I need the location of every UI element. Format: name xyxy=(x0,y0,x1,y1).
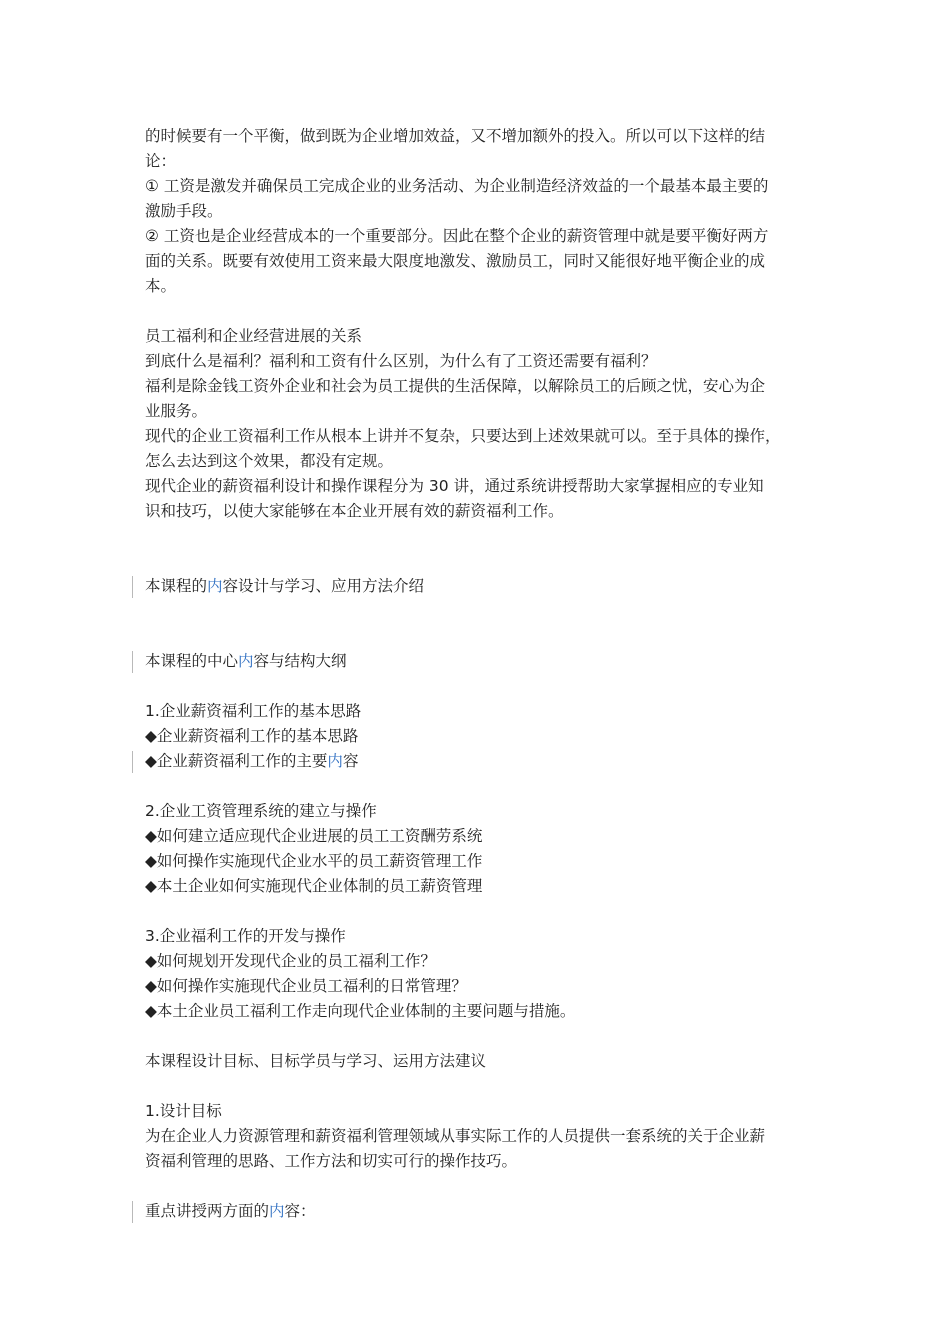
text-line: ② 工资也是企业经营成本的一个重要部分。因此在整个企业的薪资管理中就是要平衡好两方 xyxy=(145,227,769,245)
change-marker xyxy=(132,576,133,598)
welfare-heading: 员工福利和企业经营进展的关系 xyxy=(145,327,363,345)
design-heading: 本课程设计目标、目标学员与学习、运用方法建议 xyxy=(145,1052,487,1070)
text-line: ① 工资是激发并确保员工完成企业的业务活动、为企业制造经济效益的一个最基本最主要的 xyxy=(145,177,769,195)
outline-item: ◆如何操作实施现代企业水平的员工薪资管理工作 xyxy=(145,852,483,870)
outline-group-title: 3.企业福利工作的开发与操作 xyxy=(145,927,346,945)
outline-item: ◆本土企业员工福利工作走向现代企业体制的主要问题与措施。 xyxy=(145,1002,576,1020)
outline-item: ◆如何规划开发现代企业的员工福利工作？ xyxy=(145,952,436,970)
highlighted-char: 内 xyxy=(327,752,343,770)
change-marker xyxy=(132,651,133,673)
outline-item: ◆本土企业如何实施现代企业体制的员工薪资管理 xyxy=(145,877,483,895)
text-line: 现代的企业工资福利工作从根本上讲并不复杂，只要达到上述效果就可以。至于具体的操作， xyxy=(145,427,781,445)
outline-group-title: 2.企业工资管理系统的建立与操作 xyxy=(145,802,377,820)
outline-item: ◆企业薪资福利工作的主要内容 xyxy=(145,749,835,774)
text-line: 的时候要有一个平衡，做到既为企业增加效益，又不增加额外的投入。所以可以下这样的结 xyxy=(145,127,766,145)
text-line: 怎么去达到这个效果，都没有定规。 xyxy=(145,452,394,470)
section-heading-outline: 本课程的中心内容与结构大纲 xyxy=(145,649,835,674)
outline-item: ◆如何操作实施现代企业员工福利的日常管理？ xyxy=(145,977,467,995)
text-line: 业服务。 xyxy=(145,402,208,420)
highlighted-char: 内 xyxy=(269,1202,285,1220)
document-body xyxy=(145,124,835,1224)
text-line: 激励手段。 xyxy=(145,202,223,220)
text-line: 识和技巧，以使大家能够在本企业开展有效的薪资福利工作。 xyxy=(145,502,564,520)
goal-title: 1.设计目标 xyxy=(145,1102,222,1120)
outline-group-title: 1.企业薪资福利工作的基本思路 xyxy=(145,702,362,720)
text-line: 资福利管理的思路、工作方法和切实可行的操作技巧。 xyxy=(145,1152,518,1170)
change-marker xyxy=(132,751,133,773)
outline-item: ◆企业薪资福利工作的基本思路 xyxy=(145,727,359,745)
focus-line: 重点讲授两方面的内容： xyxy=(145,1199,835,1224)
text-line: 为在企业人力资源管理和薪资福利管理领域从事实际工作的人员提供一套系统的关于企业薪 xyxy=(145,1127,766,1145)
text-line: 福利是除金钱工资外企业和社会为员工提供的生活保障，以解除员工的后顾之忧，安心为企 xyxy=(145,377,766,395)
change-marker xyxy=(132,1201,133,1223)
text-line: 面的关系。既要有效使用工资来最大限度地激发、激励员工，同时又能很好地平衡企业的成 xyxy=(145,252,766,270)
welfare-question: 到底什么是福利？福利和工资有什么区别，为什么有了工资还需要有福利？ xyxy=(145,352,657,370)
text-line: 现代企业的薪资福利设计和操作课程分为 30 讲，通过系统讲授帮助大家掌握相应的专业知 xyxy=(145,477,764,495)
outline-item: ◆如何建立适应现代企业进展的员工工资酬劳系统 xyxy=(145,827,483,845)
highlighted-char: 内 xyxy=(207,577,223,595)
section-heading-intro: 本课程的内容设计与学习、应用方法介绍 xyxy=(145,574,835,599)
text-line: 论： xyxy=(145,152,177,170)
text-line: 本。 xyxy=(145,277,177,295)
highlighted-char: 内 xyxy=(238,652,254,670)
